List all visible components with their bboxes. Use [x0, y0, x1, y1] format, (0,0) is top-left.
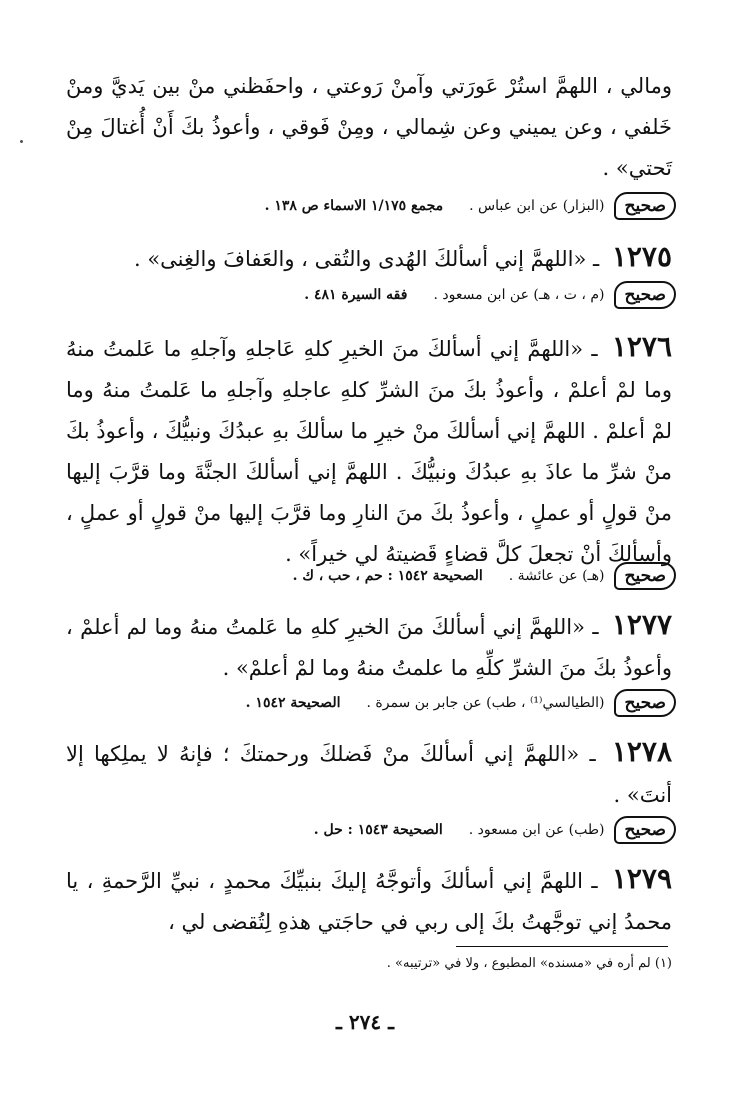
source-line — [66, 561, 676, 591]
grade-badge: صحيح — [614, 281, 676, 309]
hadith-text: ـ «اللهمَّ إني أسألكَ منْ فَضلكَ ورحمتكَ ؛ فإنهُ لا يملِكها إلا أنتَ» . — [66, 742, 672, 807]
reference: مجمع ١/١٧٥ الاسماء ص ١٣٨ . — [264, 198, 444, 214]
hadith-entry — [66, 604, 672, 689]
hadith-text: ـ «اللهمَّ إني أسألكَ منَ الخيرِ كلهِ عَاجلهِ وآجلهِ ما عَلمتُ منهُ وما لمْ أعلمْ ، وأعوذُ بكَ منَ الشرِّ كلهِ عاجلهِ وآجلهِ ما عَلمتُ منهُ وما لمْ أعلمْ . اللهمَّ إني أسألكَ منْ خيرِ ما سألكَ بهِ عبدُكَ ونبيُّكَ ، وأعوذُ بكَ منْ شرِّ ما عاذَ بهِ عبدُكَ ونبيُّكَ . اللهمَّ إني أسألكَ الجنَّةَ وما قرَّبَ إليها منْ قولٍ أو عملٍ ، وأعوذُ بكَ منَ النارِ وما قرَّبَ إليها منْ قولٍ أو عملٍ ، وأسألكَ أنْ تجعلَ كلَّ قضاءٍ قَضيتهُ لي خيراً» . — [66, 337, 672, 566]
grade-badge: صحيح — [614, 192, 676, 220]
hadith-entry — [66, 731, 672, 816]
narrator: (الطيالسي⁽¹⁾ ، طب) عن جابر بن سمرة . — [366, 695, 605, 711]
hadith-entry — [66, 326, 672, 575]
hadith-number: ١٢٧٦ — [611, 330, 672, 363]
grade-badge: صحيح — [614, 562, 676, 590]
narrator: (هـ) عن عائشة . — [508, 568, 605, 584]
narrator: (طب) عن ابن مسعود . — [468, 822, 605, 838]
source-line — [66, 280, 676, 310]
footnote: (١) لم أره في «مسنده» المطبوع ، ولا في «ترتيبه» . — [386, 956, 672, 971]
reference: الصحيحة ١٥٤٢ . — [245, 695, 341, 711]
reference: الصحيحة ١٥٤٢ : حم ، حب ، ك . — [292, 568, 483, 584]
reference: فقه السيرة ٤٨١ . — [304, 287, 408, 303]
source-line — [66, 815, 676, 845]
reference: الصحيحة ١٥٤٣ : حل . — [313, 822, 443, 838]
hadith-text: ومالي ، اللهمَّ استُرْ عَورَتي وآمنْ رَوعتي ، واحفَظني منْ بين يَديَّ ومنْ خَلفي ، وعن يميني وعن شِمالي ، ومِنْ فَوقي ، وأعوذُ بكَ أَنْ أُغتالَ مِنْ تَحتي» . — [66, 74, 672, 180]
footnote-divider — [456, 946, 668, 947]
source-line — [66, 191, 676, 221]
hadith-text: ـ اللهمَّ إني أسألكَ وأتوجَّهُ إليكَ بنبيِّكَ محمدٍ ، نبيِّ الرَّحمةِ ، يا محمدُ إني توجَّهتُ بكَ إلى ربي في حاجَتي هذهِ لِتُقضى لي ، — [66, 869, 672, 934]
hadith-text: ـ «اللهمَّ إني أسألكَ الهُدى والتُقى ، والعَفافَ والغِنى» . — [133, 247, 600, 271]
hadith-number: ١٢٧٨ — [611, 735, 672, 768]
hadith-entry — [66, 236, 672, 280]
hadith-number: ١٢٧٧ — [611, 608, 672, 641]
hadith-text: ـ «اللهمَّ إني أسألكَ منَ الخيرِ كلهِ ما عَلمتُ منهُ وما لم أعلمْ ، وأعوذُ بكَ منَ الشرِّ كلِّهِ ما علمتُ منهُ وما لمْ أعلمْ» . — [66, 615, 672, 680]
narrator: (البزار) عن ابن عباس . — [469, 198, 605, 214]
hadith-number: ١٢٧٩ — [611, 862, 672, 895]
narrator: (م ، ت ، هـ) عن ابن مسعود . — [433, 287, 605, 303]
source-line — [66, 688, 676, 718]
hadith-number: ١٢٧٥ — [611, 240, 672, 273]
page-number: ـ ٢٧٤ ـ — [336, 1010, 394, 1034]
hadith-entry — [66, 858, 672, 943]
grade-badge: صحيح — [614, 689, 676, 717]
margin-mark — [20, 140, 23, 143]
grade-badge: صحيح — [614, 816, 676, 844]
